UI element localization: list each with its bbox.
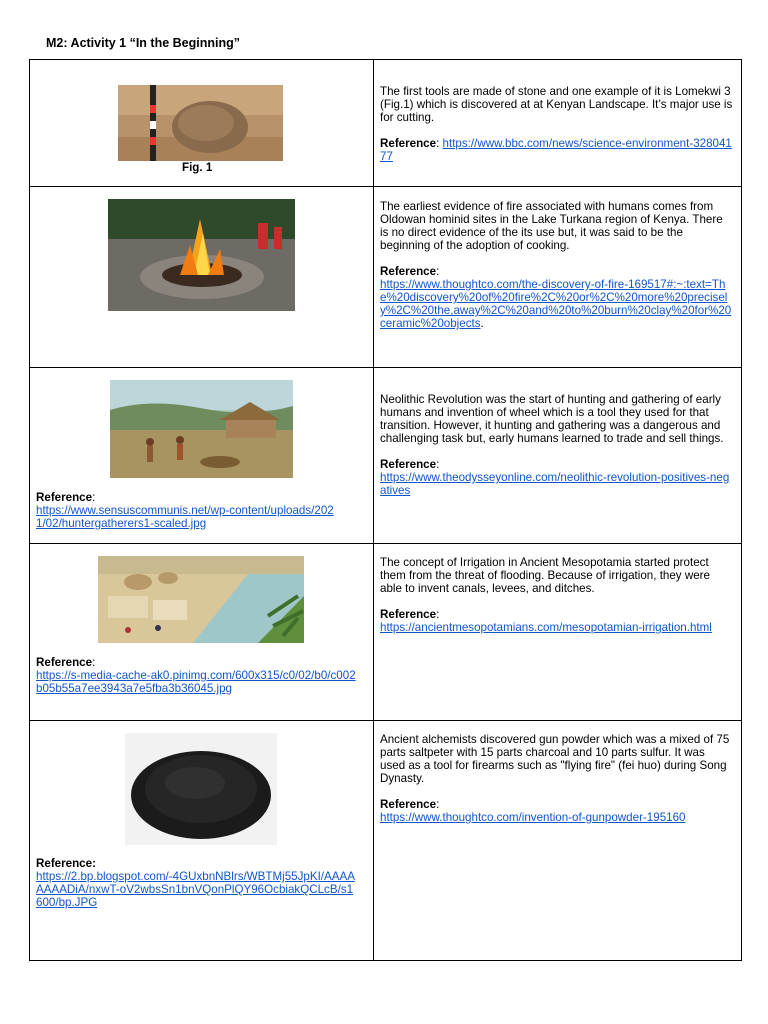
reference-label: Reference bbox=[380, 458, 437, 471]
reference-link[interactable]: https://ancientmesopotamians.com/mesopotamian-irrigation.html bbox=[380, 621, 712, 634]
reference bbox=[380, 798, 733, 824]
reference-link[interactable]: https://www.theodysseyonline.com/neolithic-revolution-positives-negatives bbox=[380, 471, 730, 497]
description-text: Ancient alchemists discovered gun powder which was a mixed of 75 parts saltpeter with 15 parts charcoal and 10 parts sulfur. It was used as a tool for firearms such as "flying fire" (fei huo) during Song Dynasty. bbox=[380, 733, 730, 785]
description-text: Neolithic Revolution was the start of hunting and gathering of early humans and invention of wheel which is a tool they used for that transition. However, it hunting and gathering was a dangerous and challenging task but, early humans learned to trade and sell things. bbox=[380, 393, 724, 445]
reference-label: Reference: bbox=[36, 857, 96, 870]
image-cell bbox=[30, 60, 374, 187]
figure-caption: Fig. 1 bbox=[182, 161, 213, 174]
table-row bbox=[30, 721, 742, 961]
reference bbox=[380, 137, 733, 163]
reference bbox=[380, 265, 733, 330]
reference-separator: : bbox=[436, 265, 440, 278]
reference-link[interactable]: https://www.sensuscommunis.net/wp-content/uploads/2021/02/huntergatherers1-scaled.jpg bbox=[36, 504, 334, 530]
reference-label: Reference bbox=[380, 137, 437, 150]
reference-label: Reference bbox=[36, 491, 93, 504]
description-text: The earliest evidence of fire associated with humans comes from Oldowan hominid sites in the Lake Turkana region of Kenya. There is no direct evidence of the its use but, it was said to be the beginning of the adoption of cooking. bbox=[380, 200, 723, 252]
reference-separator: : bbox=[436, 137, 443, 150]
campfire-image bbox=[108, 199, 295, 311]
reference-separator: : bbox=[92, 491, 96, 504]
table-row bbox=[30, 368, 742, 544]
description-text: The first tools are made of stone and one example of it is Lomekwi 3 (Fig.1) which is discovered at at Kenyan Landscape. It’s major use is for cutting. bbox=[380, 85, 733, 124]
image-cell bbox=[30, 544, 374, 721]
image-cell bbox=[30, 187, 374, 368]
page-title: M2: Activity 1 “In the Beginning” bbox=[46, 36, 240, 50]
reference bbox=[380, 608, 733, 634]
reference-label: Reference bbox=[380, 265, 437, 278]
reference-label: Reference bbox=[380, 798, 437, 811]
description-cell bbox=[374, 187, 742, 368]
image-cell bbox=[30, 721, 374, 961]
reference-separator: : bbox=[436, 458, 440, 471]
reference-link[interactable]: https://www.thoughtco.com/invention-of-gunpowder-195160 bbox=[380, 811, 686, 824]
description-cell bbox=[374, 60, 742, 187]
reference-separator: : bbox=[436, 798, 440, 811]
gunpowder-image bbox=[125, 733, 277, 845]
table-row bbox=[30, 544, 742, 721]
reference-link[interactable]: https://www.thoughtco.com/the-discovery-of-fire-169517#:~:text=The%20discovery%20of%20fire%2C%20or%2C%20more%20precisely%2C%20the,away%2C%20and%20to%20burn%20clay%20for%20ceramic%20objects bbox=[380, 278, 732, 330]
description-cell bbox=[374, 544, 742, 721]
reference-separator: : bbox=[92, 656, 96, 669]
stone-tool-image bbox=[118, 85, 283, 161]
left-reference bbox=[36, 656, 356, 695]
left-reference bbox=[36, 491, 336, 530]
reference-link[interactable]: https://2.bp.blogspot.com/-4GUxbnNBlrs/WBTMj55JpKI/AAAAAAAADiA/nxwT-oV2wbsSn1bnVQonPlQY96OcbiakQCLcB/s1600/bp.JPG bbox=[36, 870, 355, 909]
reference-label: Reference bbox=[36, 656, 93, 669]
reference-label: Reference bbox=[380, 608, 437, 621]
table-row bbox=[30, 187, 742, 368]
reference bbox=[380, 458, 733, 497]
reference-link[interactable]: https://s-media-cache-ak0.pinimg.com/600x315/c0/02/b0/c002b05b55a7ee3943a7e5fba3b36045.jpg bbox=[36, 669, 356, 695]
description-cell bbox=[374, 368, 742, 544]
description-text: The concept of Irrigation in Ancient Mesopotamia started protect them from the threat of flooding. Because of irrigation, they were able to invent canals, levees, and ditches. bbox=[380, 556, 710, 595]
activity-table bbox=[29, 59, 742, 961]
irrigation-image bbox=[98, 556, 304, 643]
neolithic-village-image bbox=[110, 380, 293, 478]
left-reference bbox=[36, 857, 356, 909]
reference-end: . bbox=[480, 317, 484, 330]
reference-link-part: https://www.bbc.com/news/science- bbox=[442, 137, 626, 150]
reference-separator: : bbox=[436, 608, 440, 621]
table-row bbox=[30, 60, 742, 187]
description-cell bbox=[374, 721, 742, 961]
reference-link-part: environment-32804177 bbox=[380, 137, 732, 163]
image-cell bbox=[30, 368, 374, 544]
